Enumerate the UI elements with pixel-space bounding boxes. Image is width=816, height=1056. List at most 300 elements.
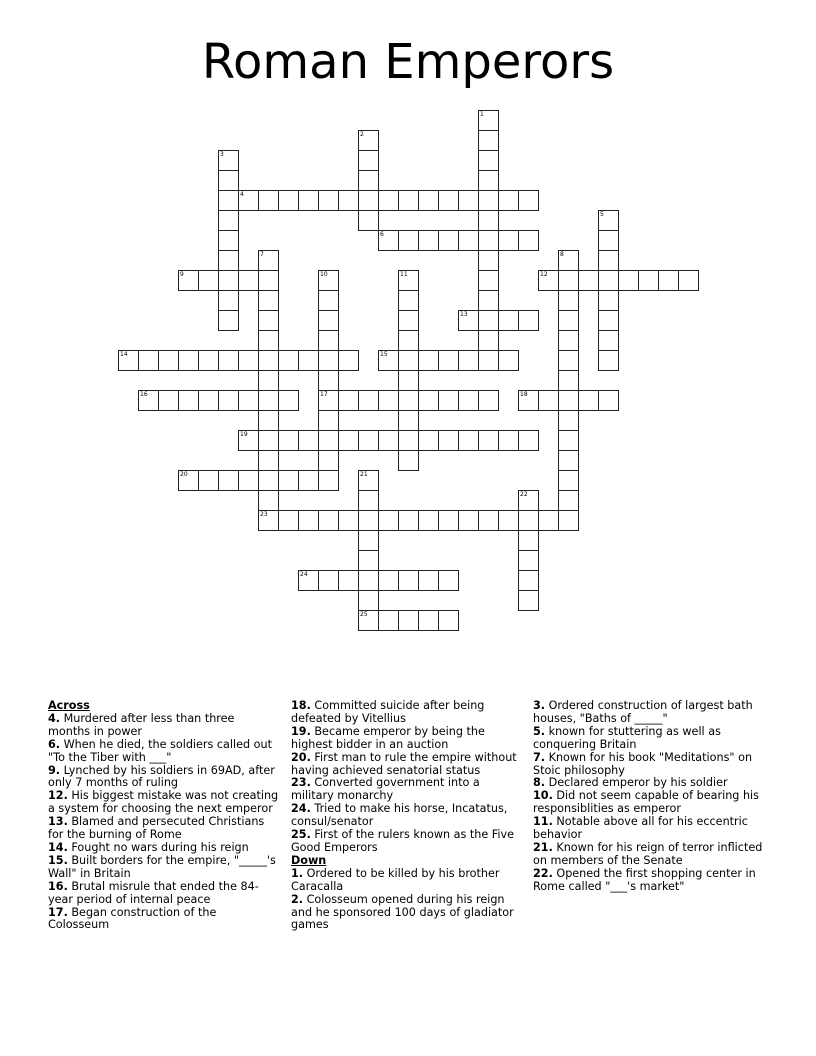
grid-cell[interactable] [358,470,379,491]
grid-cell[interactable] [338,350,359,371]
grid-cell[interactable] [518,510,539,531]
grid-cell[interactable] [358,610,379,631]
cell-number: 6 [380,231,384,238]
grid-cell[interactable] [198,390,219,411]
clue-column-2 [291,700,523,932]
cell-number: 23 [260,511,268,518]
grid-cell[interactable] [378,510,399,531]
clue-number: 25. [291,828,311,842]
grid-cell[interactable] [258,190,279,211]
grid-cell[interactable] [518,230,539,251]
grid-cell[interactable] [218,150,239,171]
grid-cell[interactable] [198,470,219,491]
clue-item [291,752,523,778]
clue-text: Murdered after less than three months in power [48,711,235,738]
clue-text: His biggest mistake was not creating a system for choosing the next emperor [48,789,279,816]
cell-number: 21 [360,471,368,478]
clue-text: Brutal misrule that ended the 84-year period of internal peace [48,879,259,906]
grid-cell[interactable] [518,530,539,551]
grid-cell[interactable] [318,190,339,211]
clue-item [291,868,523,894]
grid-cell[interactable] [218,470,239,491]
cell-number: 14 [120,351,128,358]
clue-text: Colosseum opened during his reign and he sponsored 100 days of gladiator games [291,892,514,932]
grid-cell[interactable] [318,390,339,411]
grid-cell[interactable] [198,350,219,371]
grid-cell[interactable] [558,490,579,511]
clue-item [533,842,773,868]
grid-cell[interactable] [338,390,359,411]
clue-number: 10. [533,789,553,803]
grid-cell[interactable] [418,510,439,531]
clue-item [533,816,773,842]
grid-cell[interactable] [258,330,279,351]
grid-cell[interactable] [358,170,379,191]
grid-cell[interactable] [258,490,279,511]
grid-cell[interactable] [318,290,339,311]
grid-cell[interactable] [478,130,499,151]
clue-item [533,790,773,816]
grid-cell[interactable] [418,430,439,451]
grid-cell[interactable] [478,110,499,131]
grid-cell[interactable] [358,190,379,211]
clue-number: 6. [48,737,61,751]
grid-cell[interactable] [478,270,499,291]
clue-number: 8. [533,776,546,790]
clue-number: 13. [48,815,68,829]
grid-cell[interactable] [398,270,419,291]
clue-item [48,855,280,881]
grid-cell[interactable] [318,410,339,431]
grid-cell[interactable] [558,510,579,531]
grid-cell[interactable] [198,270,219,291]
cell-number: 8 [560,251,564,258]
grid-cell[interactable] [518,310,539,331]
grid-cell[interactable] [398,290,419,311]
grid-cell[interactable] [598,310,619,331]
grid-cell[interactable] [318,470,339,491]
clue-number: 17. [48,905,68,919]
grid-cell[interactable] [518,490,539,511]
grid-cell[interactable] [378,190,399,211]
grid-cell[interactable] [398,450,419,471]
clue-text: known for stuttering as well as conquering Britain [533,724,721,751]
clue-item [291,894,523,933]
across-clues-part-2 [291,700,523,855]
clue-text: Notable above all for his eccentric behavior [533,815,748,842]
grid-cell[interactable] [338,190,359,211]
grid-cell[interactable] [558,290,579,311]
down-heading: Down [291,853,327,867]
grid-cell[interactable] [478,230,499,251]
grid-cell[interactable] [278,190,299,211]
clue-item [533,700,773,726]
clue-item [291,726,523,752]
clue-item [291,700,523,726]
clue-text: Tried to make his horse, Incatatus, consul/senator [291,802,508,829]
cell-number: 22 [520,491,528,498]
grid-cell[interactable] [458,430,479,451]
clue-text: Fought no wars during his reign [67,840,249,854]
grid-cell[interactable] [438,350,459,371]
grid-cell[interactable] [298,570,319,591]
clue-item [291,829,523,855]
grid-cell[interactable] [518,390,539,411]
grid-cell[interactable] [558,270,579,291]
clue-number: 5. [533,724,546,738]
cell-number: 10 [320,271,328,278]
clue-number: 12. [48,789,68,803]
clue-text: First of the rulers known as the Five Good Emperors [291,828,515,854]
grid-cell[interactable] [398,370,419,391]
grid-cell[interactable] [558,370,579,391]
grid-cell[interactable] [558,390,579,411]
grid-cell[interactable] [418,190,439,211]
grid-cell[interactable] [238,430,259,451]
grid-cell[interactable] [438,230,459,251]
grid-cell[interactable] [398,310,419,331]
grid-cell[interactable] [238,350,259,371]
grid-cell[interactable] [298,470,319,491]
clue-text: Committed suicide after being defeated by Vitellius [291,699,485,725]
grid-cell[interactable] [218,350,239,371]
grid-cell[interactable] [598,290,619,311]
grid-cell[interactable] [518,570,539,591]
grid-cell[interactable] [218,310,239,331]
cell-number: 1 [480,111,484,118]
grid-cell[interactable] [158,390,179,411]
grid-cell[interactable] [558,450,579,471]
grid-cell[interactable] [358,490,379,511]
grid-cell[interactable] [258,290,279,311]
grid-cell[interactable] [558,470,579,491]
grid-cell[interactable] [318,370,339,391]
grid-cell[interactable] [498,510,519,531]
grid-cell[interactable] [318,350,339,371]
grid-cell[interactable] [258,310,279,331]
grid-cell[interactable] [418,230,439,251]
grid-cell[interactable] [318,450,339,471]
grid-cell[interactable] [478,310,499,331]
grid-cell[interactable] [598,250,619,271]
grid-cell[interactable] [478,190,499,211]
grid-cell[interactable] [458,190,479,211]
grid-cell[interactable] [218,250,239,271]
grid-cell[interactable] [438,190,459,211]
grid-cell[interactable] [218,390,239,411]
grid-cell[interactable] [218,230,239,251]
grid-cell[interactable] [478,510,499,531]
grid-cell[interactable] [318,310,339,331]
grid-cell[interactable] [278,470,299,491]
across-heading: Across [48,699,90,712]
grid-cell[interactable] [278,350,299,371]
grid-cell[interactable] [598,330,619,351]
grid-cell[interactable] [478,250,499,271]
clue-number: 14. [48,840,68,854]
grid-cell[interactable] [518,430,539,451]
grid-cell[interactable] [338,510,359,531]
clue-item [48,790,280,816]
grid-cell[interactable] [238,190,259,211]
grid-cell[interactable] [598,270,619,291]
clue-text: Lynched by his soldiers in 69AD, after only 7 months of ruling [48,763,275,790]
grid-cell[interactable] [318,270,339,291]
grid-cell[interactable] [358,590,379,611]
grid-cell[interactable] [358,530,379,551]
grid-cell[interactable] [218,190,239,211]
grid-cell[interactable] [318,330,339,351]
grid-cell[interactable] [418,570,439,591]
grid-cell[interactable] [218,290,239,311]
grid-cell[interactable] [378,230,399,251]
grid-cell[interactable] [478,150,499,171]
down-clues-part-1 [291,868,523,933]
grid-cell[interactable] [458,230,479,251]
grid-cell[interactable] [318,510,339,531]
grid-cell[interactable] [478,350,499,371]
clue-item [533,868,773,894]
grid-cell[interactable] [478,390,499,411]
grid-cell[interactable] [418,390,439,411]
clue-number: 2. [291,892,304,906]
cell-number: 3 [220,151,224,158]
grid-cell[interactable] [178,350,199,371]
grid-cell[interactable] [318,430,339,451]
grid-cell[interactable] [358,390,379,411]
clue-column-1 [48,700,280,932]
grid-cell[interactable] [438,570,459,591]
grid-cell[interactable] [478,290,499,311]
grid-cell[interactable] [498,430,519,451]
clue-text: Converted government into a military monarchy [291,776,480,803]
grid-cell[interactable] [398,230,419,251]
grid-cell[interactable] [598,390,619,411]
grid-cell[interactable] [418,610,439,631]
grid-cell[interactable] [378,610,399,631]
grid-cell[interactable] [378,430,399,451]
clue-number: 19. [291,724,311,738]
grid-cell[interactable] [278,510,299,531]
grid-cell[interactable] [298,510,319,531]
grid-cell[interactable] [398,350,419,371]
cell-number: 9 [180,271,184,278]
grid-cell[interactable] [298,190,319,211]
cell-number: 25 [360,611,368,618]
grid-cell[interactable] [218,270,239,291]
clue-text: When he died, the soldiers called out "To the Tiber with ___" [48,737,272,764]
grid-cell[interactable] [278,390,299,411]
grid-cell[interactable] [218,170,239,191]
cell-number: 15 [380,351,388,358]
grid-cell[interactable] [258,270,279,291]
grid-cell[interactable] [538,390,559,411]
clue-text: Became emperor by being the highest bidder in an auction [291,724,485,751]
grid-cell[interactable] [478,170,499,191]
grid-cell[interactable] [458,390,479,411]
grid-cell[interactable] [398,610,419,631]
clue-text: First man to rule the empire without having achieved senatorial status [291,750,517,777]
grid-cell[interactable] [258,450,279,471]
grid-cell[interactable] [518,590,539,611]
grid-cell[interactable] [358,430,379,451]
grid-cell[interactable] [118,350,139,371]
grid-cell[interactable] [238,390,259,411]
grid-cell[interactable] [238,270,259,291]
grid-cell[interactable] [518,190,539,211]
grid-cell[interactable] [558,330,579,351]
grid-cell[interactable] [438,430,459,451]
grid-cell[interactable] [498,230,519,251]
grid-cell[interactable] [558,310,579,331]
grid-cell[interactable] [178,270,199,291]
grid-cell[interactable] [398,410,419,431]
grid-cell[interactable] [498,310,519,331]
grid-cell[interactable] [398,190,419,211]
grid-cell[interactable] [398,330,419,351]
grid-cell[interactable] [458,510,479,531]
cell-number: 2 [360,131,364,138]
grid-cell[interactable] [638,270,659,291]
clue-item [291,803,523,829]
across-clues-part-1 [48,713,280,932]
grid-cell[interactable] [358,570,379,591]
grid-cell[interactable] [158,350,179,371]
grid-cell[interactable] [398,390,419,411]
clue-item [48,816,280,842]
grid-cell[interactable] [178,470,199,491]
grid-cell[interactable] [338,430,359,451]
clue-item [48,713,280,739]
grid-cell[interactable] [358,210,379,231]
grid-cell[interactable] [558,410,579,431]
clue-number: 21. [533,840,553,854]
grid-cell[interactable] [318,570,339,591]
grid-cell[interactable] [598,210,619,231]
cell-number: 17 [320,391,328,398]
grid-cell[interactable] [238,470,259,491]
cell-number: 13 [460,311,468,318]
grid-cell[interactable] [358,150,379,171]
grid-cell[interactable] [458,310,479,331]
clue-item [48,765,280,791]
clue-item [48,881,280,907]
grid-cell[interactable] [658,270,679,291]
grid-cell[interactable] [138,350,159,371]
grid-cell[interactable] [258,430,279,451]
grid-cell[interactable] [478,330,499,351]
clue-item [48,739,280,765]
clue-number: 1. [291,866,304,880]
grid-cell[interactable] [458,350,479,371]
grid-cell[interactable] [398,510,419,531]
cell-number: 12 [540,271,548,278]
grid-cell[interactable] [418,350,439,371]
grid-cell[interactable] [438,610,459,631]
down-clues-part-2 [533,700,773,894]
grid-cell[interactable] [558,350,579,371]
grid-cell[interactable] [298,350,319,371]
grid-cell[interactable] [298,430,319,451]
grid-cell[interactable] [598,230,619,251]
grid-cell[interactable] [258,510,279,531]
cell-number: 5 [600,211,604,218]
grid-cell[interactable] [138,390,159,411]
clue-number: 20. [291,750,311,764]
grid-cell[interactable] [338,570,359,591]
clue-number: 22. [533,866,553,880]
clue-text: Began construction of the Colosseum [48,905,217,932]
clue-text: Opened the first shopping center in Rome called "___'s market" [533,866,756,893]
grid-cell[interactable] [558,430,579,451]
clue-item [291,777,523,803]
grid-cell[interactable] [398,430,419,451]
grid-cell[interactable] [678,270,699,291]
cell-number: 7 [260,251,264,258]
clue-number: 9. [48,763,61,777]
cell-number: 16 [140,391,148,398]
grid-cell[interactable] [378,390,399,411]
grid-cell[interactable] [358,510,379,531]
clue-item [533,726,773,752]
grid-cell[interactable] [558,250,579,271]
grid-cell[interactable] [518,550,539,571]
grid-cell[interactable] [258,390,279,411]
clue-text: Built borders for the empire, "_____'s Wall" in Britain [48,853,276,880]
clue-text: Known for his book "Meditations" on Stoic philosophy [533,750,753,777]
grid-cell[interactable] [438,390,459,411]
clue-number: 18. [291,699,311,712]
grid-cell[interactable] [538,270,559,291]
grid-cell[interactable] [378,570,399,591]
grid-cell[interactable] [478,430,499,451]
grid-cell[interactable] [218,210,239,231]
grid-cell[interactable] [398,570,419,591]
cell-number: 4 [240,191,244,198]
grid-cell[interactable] [278,430,299,451]
clue-number: 7. [533,750,546,764]
grid-cell[interactable] [498,350,519,371]
puzzle-title: Roman Emperors [201,34,615,90]
clue-text: Did not seem capable of bearing his responsiblities as emperor [533,789,759,816]
clue-text: Ordered to be killed by his brother Caracalla [291,866,500,893]
cell-number: 24 [300,571,308,578]
clue-text: Blamed and persecuted Christians for the burning of Rome [48,815,265,842]
grid-cell[interactable] [578,270,599,291]
grid-cell[interactable] [538,510,559,531]
grid-cell[interactable] [578,390,599,411]
grid-cell[interactable] [498,190,519,211]
cell-number: 18 [520,391,528,398]
grid-cell[interactable] [258,350,279,371]
grid-cell[interactable] [358,550,379,571]
grid-cell[interactable] [258,470,279,491]
cell-number: 11 [400,271,408,278]
clue-number: 16. [48,879,68,893]
grid-cell[interactable] [438,510,459,531]
grid-cell[interactable] [378,350,399,371]
grid-cell[interactable] [358,130,379,151]
grid-cell[interactable] [598,350,619,371]
grid-cell[interactable] [178,390,199,411]
grid-cell[interactable] [478,210,499,231]
clue-text: Ordered construction of largest bath houses, "Baths of _____" [533,699,753,725]
grid-cell[interactable] [618,270,639,291]
grid-cell[interactable] [258,250,279,271]
clue-item [48,907,280,933]
grid-cell[interactable] [258,410,279,431]
grid-cell[interactable] [258,370,279,391]
